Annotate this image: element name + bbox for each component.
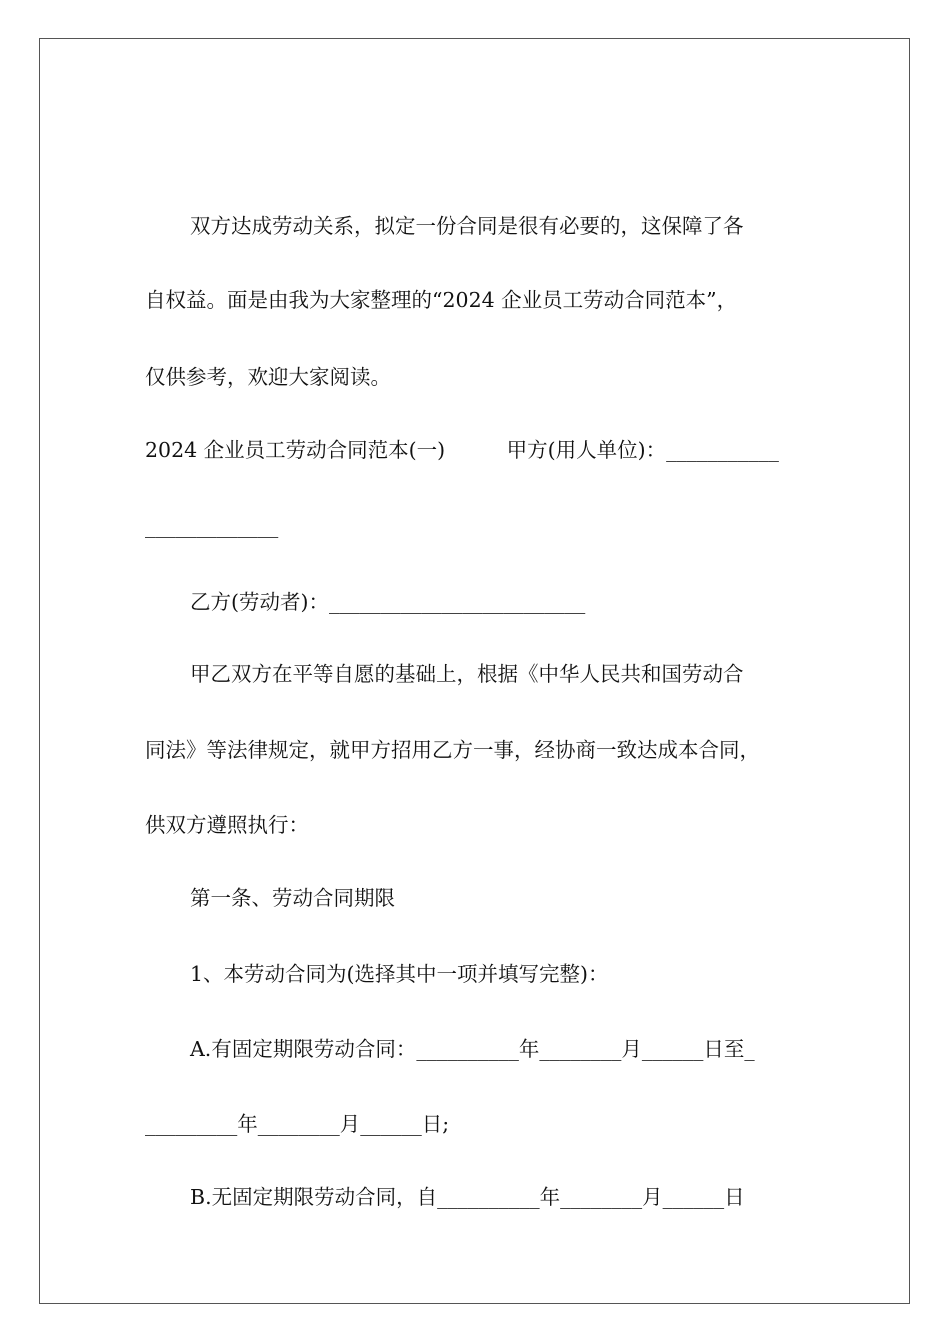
clause-1: 1、本劳动合同为(选择其中一项并填写完整)：: [190, 962, 609, 986]
party-b-line: 乙方(劳动者)：_________________________: [190, 590, 586, 614]
option-a-line-1: A.有固定期限劳动合同：__________年________月______日至_: [190, 1037, 755, 1061]
intro-line-3: 仅供参考，欢迎大家阅读。: [145, 365, 391, 389]
intro-line-1: 双方达成劳动关系，拟定一份合同是很有必要的，这保障了各: [190, 214, 744, 238]
preamble-line-2: 同法》等法律规定，就甲方招用乙方一事，经协商一致达成本合同，: [145, 738, 760, 762]
preamble-line-1: 甲乙双方在平等自愿的基础上，根据《中华人民共和国劳动合: [190, 662, 744, 686]
party-a-blank-continued: _____________: [145, 514, 279, 538]
contract-title-party-a: 2024 企业员工劳动合同范本(一) 甲方(用人单位)：___________: [145, 438, 779, 462]
option-a-line-2: _________年________月______日;: [145, 1112, 450, 1136]
article-1-heading: 第一条、劳动合同期限: [190, 886, 395, 910]
option-b-line: B.无固定期限劳动合同，自__________年________月______日: [190, 1185, 745, 1209]
intro-line-2: 自权益。面是由我为大家整理的“2024 企业员工劳动合同范本”，: [145, 288, 738, 312]
preamble-line-3: 供双方遵照执行：: [145, 813, 309, 837]
